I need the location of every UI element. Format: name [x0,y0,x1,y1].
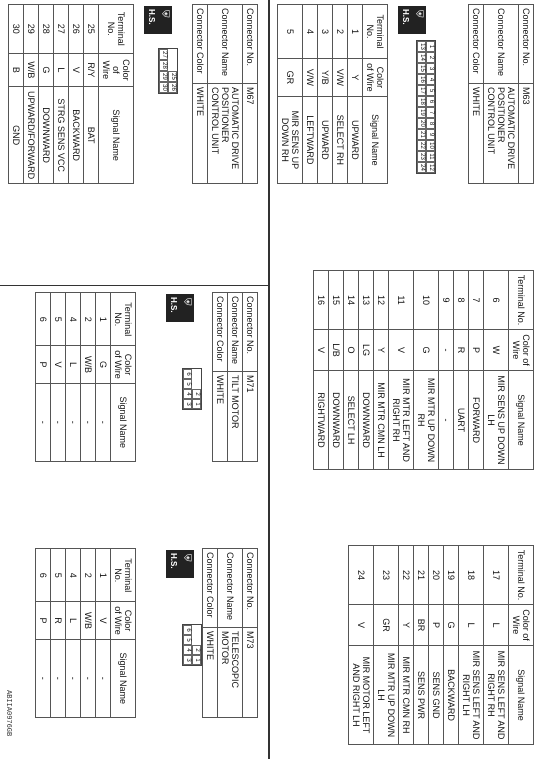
table-row [314,271,329,470]
connector-pin: 23 [417,151,426,162]
wire-color-cell: V [51,346,66,383]
table-row [429,546,444,745]
terminal-no-cell: 1 [96,293,111,346]
connector-pin: 7 [426,107,435,118]
signal-name-cell: - [51,639,66,717]
connector-no-label: Connector No. [243,5,258,84]
wire-color-cell: V [389,330,414,371]
table-row [348,5,363,184]
terminal-no-cell: 13 [359,271,374,330]
terminal-no-cell: 6 [484,271,509,330]
table-row [24,5,39,184]
connector-name-value: TELESCOPIC MOTOR [218,628,243,718]
terminal-no-cell: 4 [303,5,318,59]
table-row [454,271,469,470]
connector-pin: 1 [192,399,201,409]
column-header: Signal Name [99,87,134,184]
connector-pin: 18 [417,96,426,107]
signal-name-cell: - [66,639,81,717]
connector-pin: 29 [159,71,168,82]
signal-name-cell: RIGHTWARD [314,371,329,470]
signal-name-cell: MIR MTR UP DOWN RH [414,371,439,470]
m63-cont2-signal-table [348,545,534,745]
table-row [66,549,81,718]
signal-name-cell: BACKWARD [444,646,459,745]
column-header: Terminal No. [111,549,136,602]
column-header: Terminal No. [509,271,534,330]
connector-name-label: Connector Name [484,5,519,84]
wire-color-cell: G [444,605,459,646]
connector-pin: 6 [183,625,192,635]
connector-color-label: Connector Color [213,293,228,372]
wire-color-cell: L/B [329,330,344,371]
connector-name-label: Connector Name [218,549,243,628]
signal-name-cell: DOWNWARD [329,371,344,470]
table-row [96,549,111,718]
signal-name-cell: UPWARD [318,96,333,183]
table-row [318,5,333,184]
m63-info-table [468,4,534,184]
connector-color-value: WHITE [469,84,484,184]
connector-pin: 3 [426,63,435,74]
signal-name-cell: BAT [84,87,99,184]
terminal-no-cell: 19 [444,546,459,605]
terminal-no-cell: 6 [36,293,51,346]
wire-color-cell: GR [278,59,303,97]
wire-color-cell: P [429,605,444,646]
wire-color-cell: O [344,330,359,371]
signal-name-cell: - [439,371,454,470]
connector-name-label: Connector Name [208,5,243,84]
wire-color-cell: G [39,53,54,87]
vertical-divider [0,285,268,286]
wire-color-cell: BR [414,605,429,646]
terminal-no-cell: 5 [278,5,303,59]
column-header: Color of Wire [509,605,534,646]
connector-no-value: M73 [243,628,258,718]
signal-name-cell: - [96,383,111,461]
m63-cont-block [313,270,534,470]
terminal-no-cell: 20 [429,546,444,605]
connector-pin: 25 [168,71,177,82]
signal-name-cell: - [36,639,51,717]
wire-color-cell: V [349,605,374,646]
terminal-no-cell: 27 [54,5,69,54]
signal-name-cell: DOWNWARD [39,87,54,184]
terminal-no-cell: 14 [344,271,359,330]
m63-block [280,4,534,184]
connector-name-value: AUTOMATIC DRIVE POSITIONER CONTROL UNIT [484,84,519,184]
connector-pin: 6 [183,369,192,379]
column-header: Color of Wire [99,53,134,87]
wire-color-cell: G [414,330,439,371]
signal-name-cell: - [51,383,66,461]
column-header: Color of Wire [363,59,388,97]
table-row [439,271,454,470]
table-row [69,5,84,184]
terminal-no-cell: 6 [36,549,51,602]
table-row [444,546,459,745]
figure-code: ABIIA0976GB [4,690,12,737]
terminal-no-cell: 18 [459,546,484,605]
m63-signal-table [277,4,388,184]
connector-pin: 9 [426,129,435,140]
connector-pin: 4 [426,74,435,85]
terminal-no-cell: 2 [333,5,348,59]
table-row [399,546,414,745]
column-header: Terminal No. [509,546,534,605]
wire-color-cell: L [484,605,509,646]
connector-no-label: Connector No. [519,5,534,84]
wire-color-cell: R [454,330,469,371]
connector-pin: 19 [417,107,426,118]
connector-color-value: WHITE [203,628,218,718]
signal-name-cell: MIR MTR LEFT AND RIGHT RH [389,371,414,470]
terminal-no-cell: 23 [374,546,399,605]
table-row [81,549,96,718]
terminal-no-cell: 1 [348,5,363,59]
signal-name-cell: UPWARD/FORWARD [24,87,39,184]
wire-color-cell: P [36,346,51,383]
wire-color-cell: Y [374,330,389,371]
m73-block [38,548,258,718]
terminal-no-cell: 8 [454,271,469,330]
connector-pin: 24 [417,162,426,173]
connector-pin: 5 [183,379,192,389]
hs-icon: ⛨ H.S. [144,6,172,34]
table-row [81,293,96,462]
m63-connector-face [416,40,436,174]
terminal-no-cell: 25 [84,5,99,54]
wire-color-cell: W/B [81,602,96,639]
table-row [389,271,414,470]
signal-name-cell: MIR MTR UP DOWN LH [374,646,399,745]
terminal-no-cell: 12 [374,271,389,330]
connector-pin: 14 [417,52,426,63]
signal-name-cell: - [66,383,81,461]
wire-color-cell: W [484,330,509,371]
connector-pin: 2 [192,645,201,655]
table-row [374,271,389,470]
connector-no-value: M71 [243,372,258,462]
wire-color-cell: B [9,53,24,87]
table-row [36,549,51,718]
wire-color-cell: LG [359,330,374,371]
m71-signal-table [35,292,136,462]
table-row [484,271,509,470]
wire-color-cell: L [66,346,81,383]
table-row [329,271,344,470]
terminal-no-cell: 26 [69,5,84,54]
connector-pin: 1 [192,655,201,665]
connector-pin: 22 [417,140,426,151]
m73-info-table [202,548,258,718]
terminal-no-cell: 30 [9,5,24,54]
connector-pin: 10 [426,140,435,151]
wire-color-cell: R [51,602,66,639]
terminal-no-cell: 5 [51,293,66,346]
horizontal-divider [268,0,270,759]
terminal-no-cell: 3 [318,5,333,59]
connector-name-value: AUTOMATIC DRIVE POSITIONER CONTROL UNIT [208,84,243,184]
signal-name-cell: DOWNWARD [359,371,374,470]
connector-pin: 26 [168,82,177,93]
hs-icon: ⛨ H.S. [166,550,194,578]
connector-pin: 2 [192,389,201,399]
connector-pin: 5 [183,635,192,645]
wire-color-cell: P [469,330,484,371]
signal-name-cell: MIR SENS LEFT AND RIGHT LH [459,646,484,745]
wire-color-cell: - [439,330,454,371]
signal-name-cell: MIR MOTOR LEFT AND RIGHT LH [349,646,374,745]
connector-pin: 30 [159,82,168,93]
wire-color-cell: W/B [24,53,39,87]
wire-color-cell: V [314,330,329,371]
hs-icon: ⛨ H.S. [398,6,426,34]
terminal-no-cell: 5 [51,549,66,602]
table-row [39,5,54,184]
signal-name-cell: SELECT RH [333,96,348,183]
m67-connector-face [158,48,178,94]
table-row [36,293,51,462]
connector-name-value: TILT MOTOR [228,372,243,462]
signal-name-cell: MIR MTR CMN LH [374,371,389,470]
connector-pin: 1 [426,41,435,52]
wire-color-cell: G [96,346,111,383]
connector-pin: 3 [183,399,192,409]
connector-pin: 11 [426,151,435,162]
terminal-no-cell: 24 [349,546,374,605]
column-header: Signal Name [509,646,534,745]
signal-name-cell: STRG SENS VCC [54,87,69,184]
m73-connector-face [182,624,202,666]
signal-name-cell: MIR SENS UP DOWN RH [278,96,303,183]
connector-pin: 4 [183,389,192,399]
connector-pin: 6 [426,96,435,107]
table-row [54,5,69,184]
terminal-no-cell: 17 [484,546,509,605]
table-row [51,549,66,718]
signal-name-cell: BACKWARD [69,87,84,184]
signal-name-cell: SENS GND [429,646,444,745]
table-row [303,5,318,184]
signal-name-cell: - [81,639,96,717]
connector-no-label: Connector No. [243,293,258,372]
column-header: Terminal No. [111,293,136,346]
connector-pin: 13 [417,41,426,52]
connector-pin: 28 [159,60,168,71]
table-row [469,271,484,470]
terminal-no-cell: 2 [81,293,96,346]
signal-name-cell: MIR MTR CMN RH [399,646,414,745]
signal-name-cell: UART [454,371,469,470]
signal-name-cell: GND [9,87,24,184]
table-row [349,546,374,745]
connector-color-label: Connector Color [469,5,484,84]
column-header: Signal Name [509,371,534,470]
terminal-no-cell: 1 [96,549,111,602]
connector-color-value: WHITE [193,84,208,184]
terminal-no-cell: 9 [439,271,454,330]
terminal-no-cell: 16 [314,271,329,330]
connector-name-label: Connector Name [228,293,243,372]
wire-color-cell: GR [374,605,399,646]
table-row [414,546,429,745]
column-header: Color of Wire [509,330,534,371]
signal-name-cell: - [96,639,111,717]
wire-color-cell: W/B [81,346,96,383]
m67-block [11,4,258,184]
table-row [278,5,303,184]
terminal-no-cell: 21 [414,546,429,605]
table-row [9,5,24,184]
table-row [51,293,66,462]
connector-color-value: WHITE [213,372,228,462]
column-header: Color of Wire [111,346,136,383]
connector-pin: 17 [417,85,426,96]
wire-color-cell: P [36,602,51,639]
connector-pin: 8 [426,118,435,129]
wire-color-cell: R/Y [84,53,99,87]
m71-block [38,292,258,462]
m63-cont-signal-table [313,270,534,470]
wire-color-cell: Y [348,59,363,97]
terminal-no-cell: 28 [39,5,54,54]
terminal-no-cell: 22 [399,546,414,605]
wire-color-cell: V [69,53,84,87]
wire-color-cell: V [96,602,111,639]
connector-no-value: M67 [243,84,258,184]
signal-name-cell: LEFTWARD [303,96,318,183]
signal-name-cell: SENS PWR [414,646,429,745]
table-row [359,271,374,470]
table-row [84,5,99,184]
connector-color-label: Connector Color [193,5,208,84]
table-row [344,271,359,470]
signal-name-cell: UPWARD [348,96,363,183]
connector-pin: 12 [426,162,435,173]
connector-pin: 16 [417,74,426,85]
connector-color-label: Connector Color [203,549,218,628]
connector-pin: 27 [159,49,168,60]
column-header: Terminal No. [99,5,134,54]
m71-info-table [212,292,258,462]
terminal-no-cell: 2 [81,549,96,602]
terminal-no-cell: 15 [329,271,344,330]
m73-signal-table [35,548,136,718]
wire-color-cell: L [54,53,69,87]
terminal-no-cell: 11 [389,271,414,330]
table-row [66,293,81,462]
wire-color-cell: V/W [333,59,348,97]
signal-name-cell: MIR SENS UP DOWN LH [484,371,509,470]
m71-connector-face [182,368,202,410]
connector-pin: 4 [183,645,192,655]
column-header: Color of Wire [111,602,136,639]
connector-pin: 3 [183,655,192,665]
table-row [414,271,439,470]
signal-name-cell: MIR SENS LEFT AND RIGHT RH [484,646,509,745]
signal-name-cell: SELECT LH [344,371,359,470]
table-row [333,5,348,184]
connector-no-value: M63 [519,84,534,184]
wire-color-cell: V/W [303,59,318,97]
wire-color-cell: Y [399,605,414,646]
terminal-no-cell: 7 [469,271,484,330]
terminal-no-cell: 4 [66,549,81,602]
wire-color-cell: Y/B [318,59,333,97]
signal-name-cell: - [81,383,96,461]
connector-pin: 20 [417,118,426,129]
connector-pin: 21 [417,129,426,140]
table-row [459,546,484,745]
terminal-no-cell: 10 [414,271,439,330]
column-header: Signal Name [111,383,136,461]
connector-pin: 5 [426,85,435,96]
table-row [96,293,111,462]
m67-signal-table [8,4,134,184]
column-header: Terminal No. [363,5,388,59]
hs-icon: ⛨ H.S. [166,294,194,322]
connector-no-label: Connector No. [243,549,258,628]
table-row [374,546,399,745]
terminal-no-cell: 4 [66,293,81,346]
signal-name-cell: - [36,383,51,461]
m63-cont2-block [348,545,534,745]
terminal-no-cell: 29 [24,5,39,54]
wire-color-cell: L [66,602,81,639]
column-header: Signal Name [363,96,388,183]
column-header: Signal Name [111,639,136,717]
m67-info-table [192,4,258,184]
table-row [484,546,509,745]
connector-pin: 2 [426,52,435,63]
connector-pin: 15 [417,63,426,74]
signal-name-cell: FORWARD [469,371,484,470]
wire-color-cell: L [459,605,484,646]
